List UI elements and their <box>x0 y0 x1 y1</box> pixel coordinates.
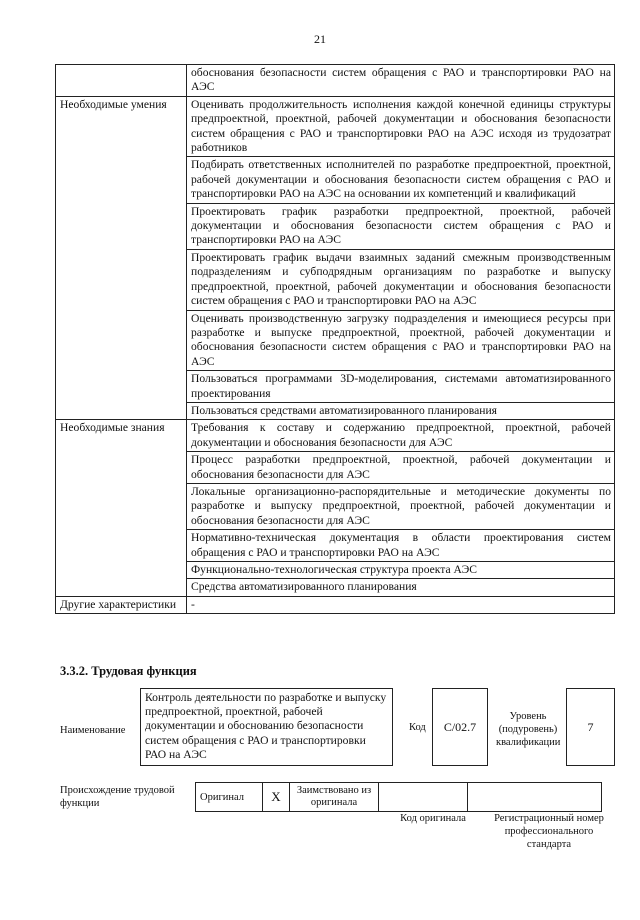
code-original-label: Код оригинала <box>400 813 466 824</box>
row-text: Требования к составу и содержанию предпроектной, проектной, рабочей документации и обоснования безопасности для АЭС <box>187 420 615 452</box>
level-value: 7 <box>587 720 594 734</box>
row-text: Проектировать график разработки предпроектной, проектной, рабочей документации и обоснования безопасности систем обращения с РАО и транспортировки РАО на АЭС <box>187 203 615 249</box>
row-text: Оценивать продолжительность исполнения каждой конечной единицы структуры предпроектной, проектной, рабочей документации и обоснования безопасности систем обращения с РАО и транспортировки РАО на АЭС исходя из трудозатрат работников <box>187 96 615 157</box>
row-text: - <box>187 596 615 613</box>
page-number: 21 <box>314 32 326 46</box>
table-row <box>56 596 615 613</box>
original-cell <box>196 783 263 812</box>
level-value-box <box>566 688 615 766</box>
row-label: Другие характеристики <box>56 596 187 613</box>
original-mark: X <box>271 789 281 804</box>
row-text: обоснования безопасности систем обращения с РАО и транспортировки РАО на АЭС <box>187 65 615 97</box>
row-text: Подбирать ответственных исполнителей по разработке предпроектной, проектной, рабочей документации и обоснования безопасности систем обращения с РАО и транспортировки РАО на АЭС на основании их компетенций и квалификаций <box>187 157 615 203</box>
row-label: Необходимые умения <box>56 96 187 420</box>
table-row <box>56 420 615 452</box>
row-label <box>56 65 187 97</box>
level-label: Уровень (подуровень) квалификации <box>496 711 561 748</box>
origin-table <box>195 782 602 812</box>
function-name-value: Контроль деятельности по разработке и выпуску предпроектной, проектной, рабочей документации и обоснованию безопасности систем обращения с РАО и транспортировки РАО на АЭС <box>145 691 387 761</box>
row-text: Пользоваться средствами автоматизированного планирования <box>187 402 615 419</box>
row-text: Функционально-технологическая структура проекта АЭС <box>187 562 615 579</box>
row-label: Необходимые знания <box>56 420 187 596</box>
table-row <box>56 96 615 157</box>
reg-number-label: Регистрационный номер профессионального стандарта <box>494 813 604 850</box>
section-title: 3.3.2. Трудовая функция <box>60 664 197 678</box>
row-text: Локальные организационно-распорядительные и методические документы по разработке и выпуску предпроектной, проектной, рабочей документации и обоснования безопасности для АЭС <box>187 483 615 529</box>
name-label: Наименование <box>60 725 126 736</box>
borrowed-cell <box>290 783 379 812</box>
original-mark-cell <box>263 783 290 812</box>
row-text: Проектировать график выдачи взаимных заданий смежным производственным подразделениям и субподрядным организациям по разработке и выпуску предпроектной, проектной, рабочей документации и обоснования безопасности систем обращения с РАО и транспортировки РАО на АЭС <box>187 249 615 310</box>
function-name-box <box>140 688 393 766</box>
row-text: Средства автоматизированного планирования <box>187 579 615 596</box>
code-value-box <box>432 688 488 766</box>
borrowed-label: Заимствовано из оригинала <box>296 785 372 808</box>
requirements-table <box>55 64 615 614</box>
code-original-cell <box>379 783 468 812</box>
row-text: Оценивать производственную загрузку подразделения и имеющиеся ресурсы при разработке и выпуске предпроектной, проектной, рабочей документации и обоснования безопасности систем обращения с РАО и транспортировки РАО на АЭС <box>187 310 615 371</box>
original-label: Оригинал <box>200 791 244 803</box>
reg-number-cell <box>468 783 602 812</box>
code-label: Код <box>409 722 426 733</box>
table-row <box>56 65 615 97</box>
origin-label: Происхождение трудовой функции <box>60 785 175 809</box>
code-value: C/02.7 <box>443 720 477 734</box>
row-text: Процесс разработки предпроектной, проектной, рабочей документации и обоснования безопасности для АЭС <box>187 452 615 484</box>
row-text: Пользоваться программами 3D-моделирования, системами автоматизированного проектирования <box>187 371 615 403</box>
row-text: Нормативно-техническая документация в области проектирования систем обращения с РАО и транспортировки РАО на АЭС <box>187 530 615 562</box>
